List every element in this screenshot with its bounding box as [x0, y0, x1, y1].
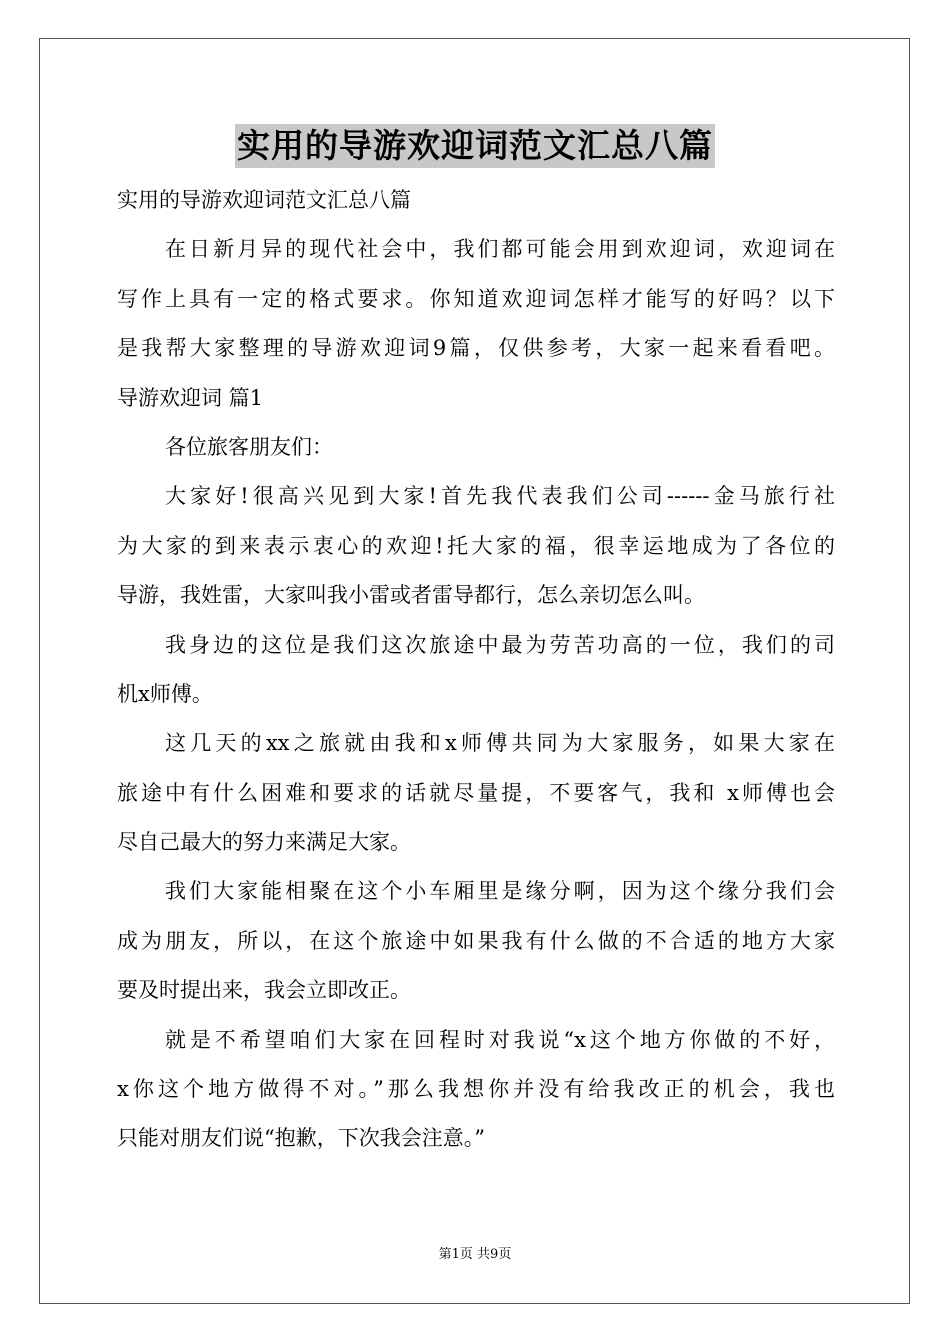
- page-footer: 第1页 共9页: [438, 1247, 512, 1262]
- body-line: 大家好!很高兴见到大家!首先我代表我们公司------金马旅行社: [165, 484, 835, 509]
- body-line: 写作上具有一定的格式要求。你知道欢迎词怎样才能写的好吗？以下: [117, 286, 835, 311]
- body-line: 尽自己最大的努力来满足大家。: [117, 830, 411, 855]
- body-line: 我们大家能相聚在这个小车厢里是缘分啊，因为这个缘分我们会: [165, 879, 835, 904]
- body-line: 导游欢迎词 篇1: [117, 385, 264, 410]
- body-line: 在日新月异的现代社会中，我们都可能会用到欢迎词，欢迎词在: [165, 237, 835, 262]
- document-title: 实用的导游欢迎词范文汇总八篇: [235, 124, 715, 168]
- body-line: 我身边的这位是我们这次旅途中最为劳苦功高的一位，我们的司: [165, 632, 835, 657]
- body-line: 旅途中有什么困难和要求的话就尽量提，不要客气，我和 x师傅也会: [117, 780, 835, 805]
- body-line: 为大家的到来表示衷心的欢迎!托大家的福，很幸运地成为了各位的: [117, 533, 835, 558]
- body-line: 成为朋友，所以，在这个旅途中如果我有什么做的不合适的地方大家: [117, 928, 835, 953]
- body-line: 各位旅客朋友们：: [165, 434, 333, 459]
- body-line: 实用的导游欢迎词范文汇总八篇: [117, 188, 411, 212]
- body-line: 只能对朋友们说“抱歉，下次我会注意。”: [117, 1126, 485, 1151]
- body-line: 要及时提出来，我会立即改正。: [117, 978, 411, 1003]
- body-line: 导游，我姓雷，大家叫我小雷或者雷导都行，怎么亲切怎么叫。: [117, 583, 705, 608]
- body-line: 就是不希望咱们大家在回程时对我说“x这个地方你做的不好，: [165, 1027, 835, 1052]
- body-line: 是我帮大家整理的导游欢迎词9篇，仅供参考，大家一起来看看吧。: [117, 336, 835, 361]
- title-container: [0, 124, 950, 168]
- body-line: x你这个地方做得不对。”那么我想你并没有给我改正的机会，我也: [117, 1077, 835, 1102]
- body-line: 这几天的xx之旅就由我和x师傅共同为大家服务，如果大家在: [165, 731, 835, 756]
- document-body: [117, 176, 835, 1164]
- body-line: 机x师傅。: [117, 681, 213, 706]
